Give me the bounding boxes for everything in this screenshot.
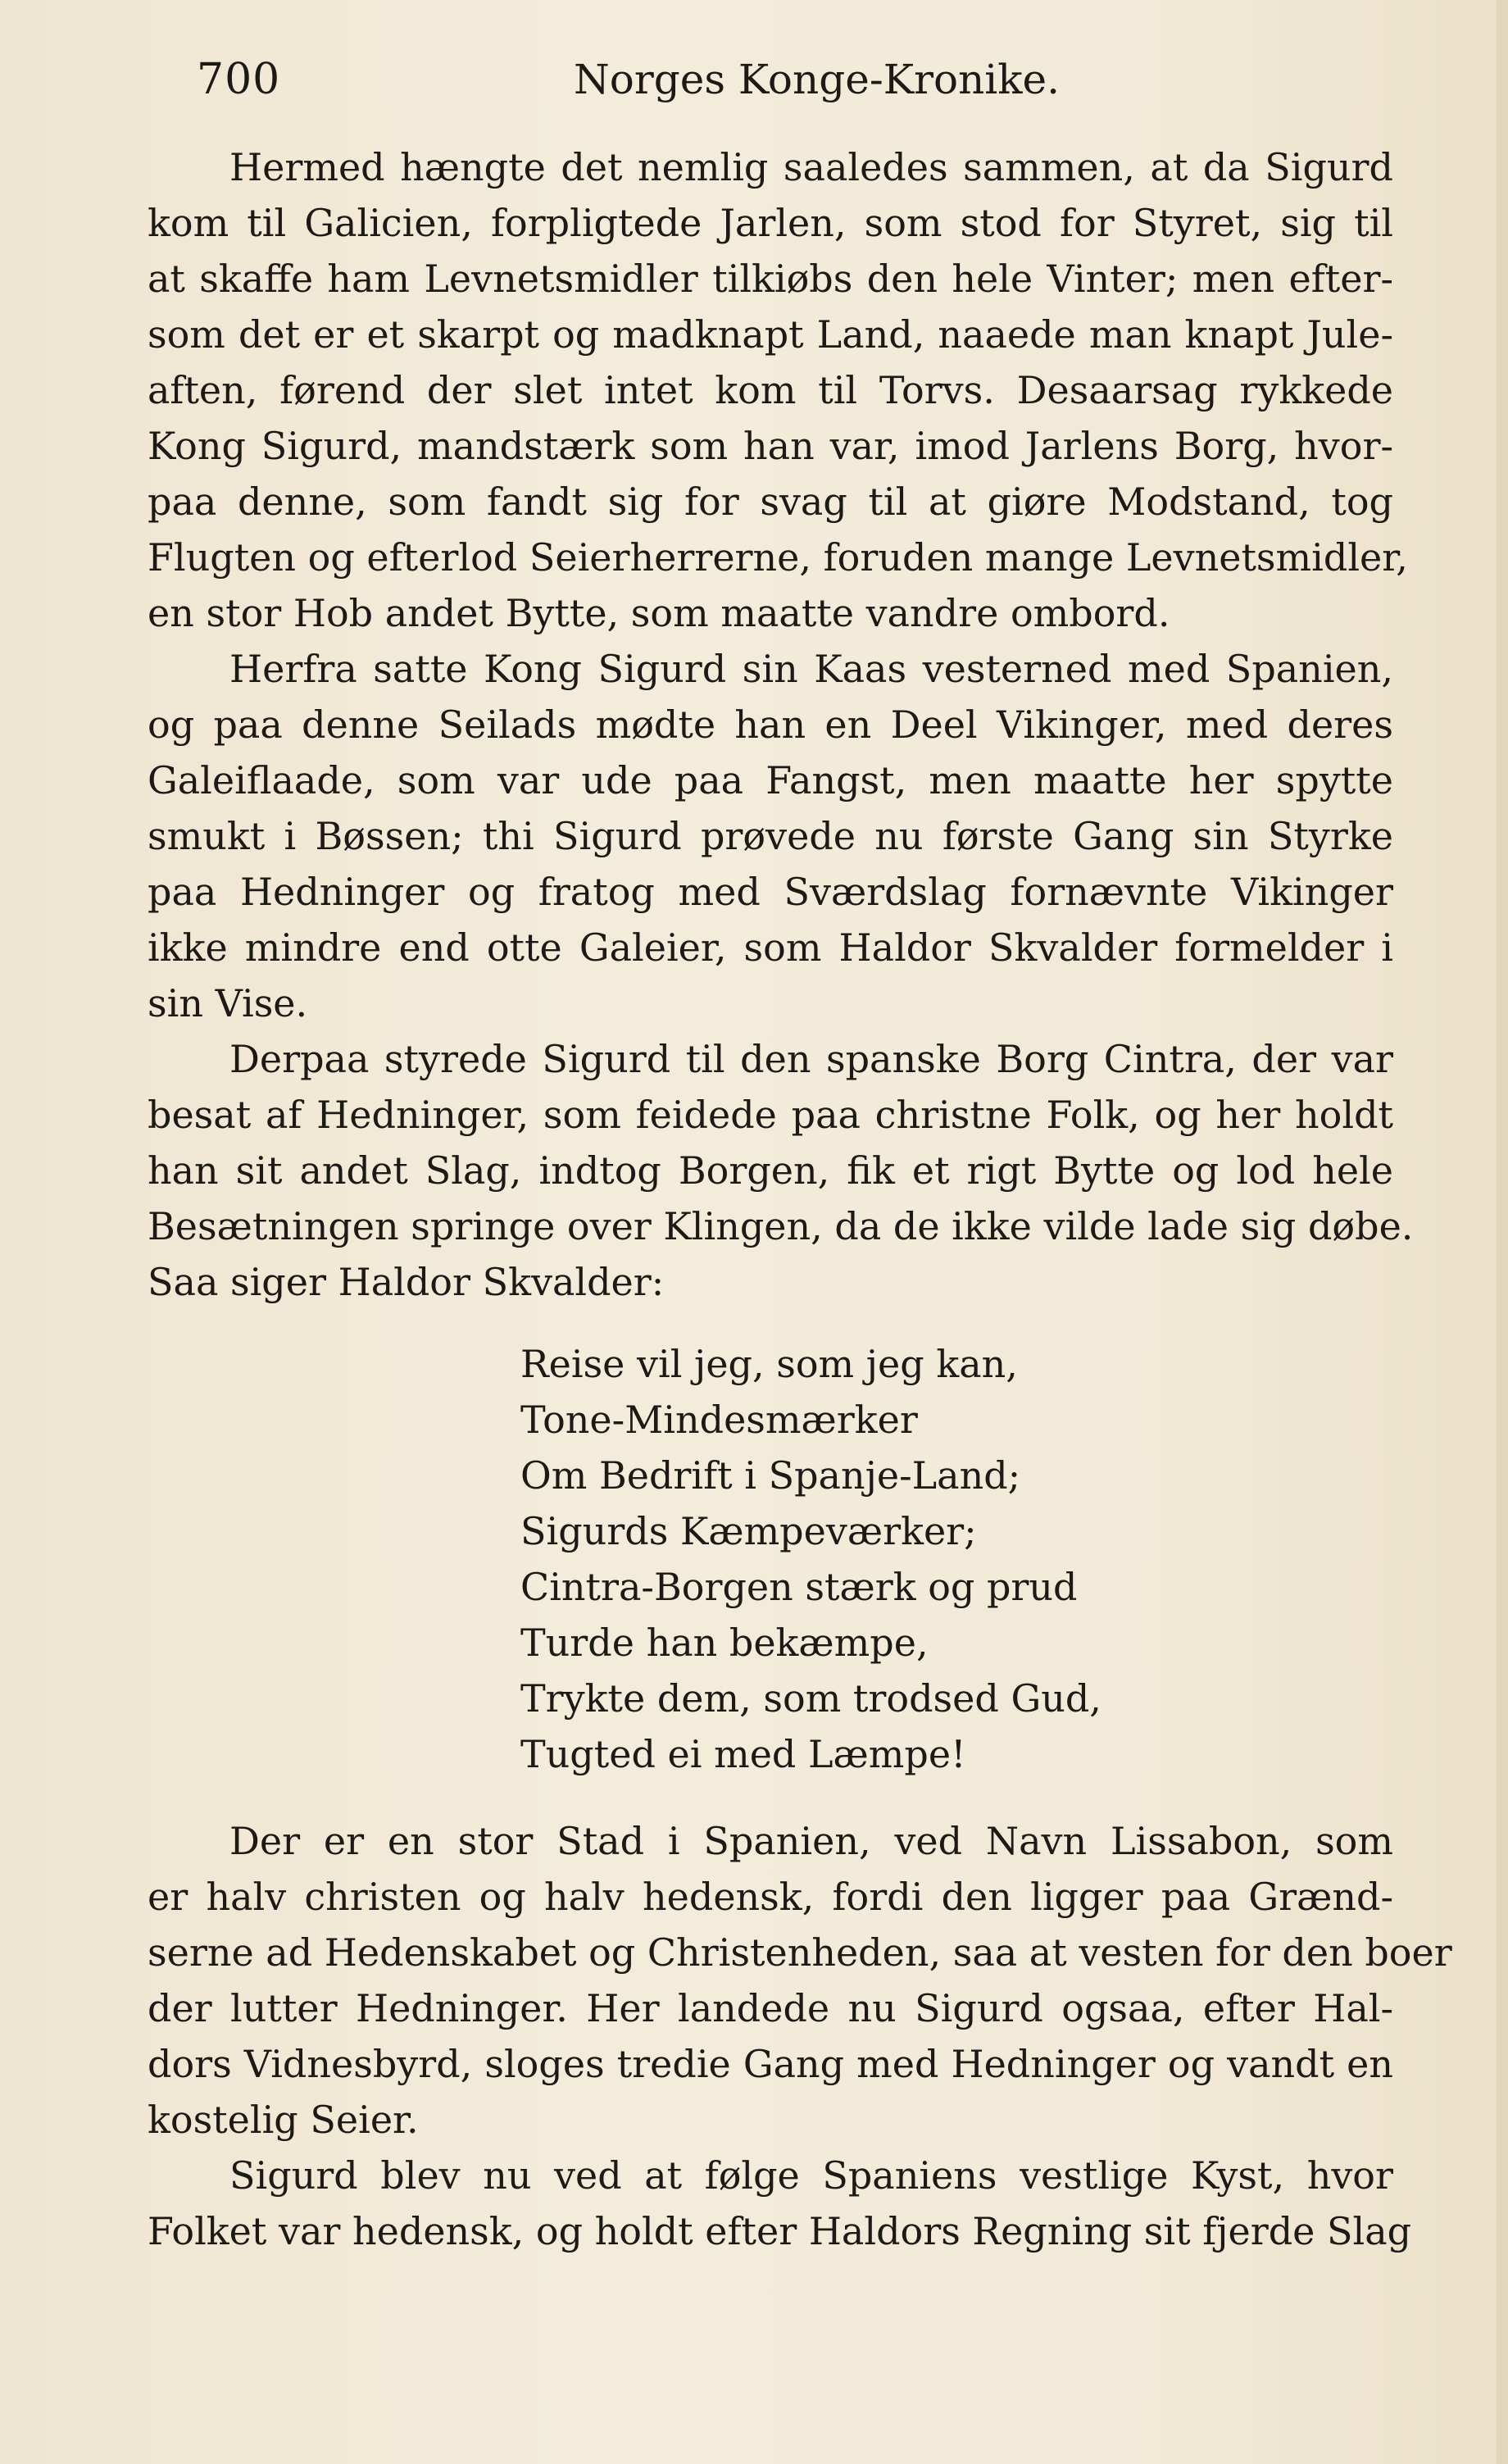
text-line: sin Vise. — [148, 981, 308, 1025]
page-edge — [1497, 0, 1508, 2464]
text-line: og paa denne Seilads mødte han en Deel Vikinger, med deres — [148, 702, 1393, 747]
verse-line: Om Bedrift i Spanje-Land; — [520, 1453, 1021, 1498]
text-line: at skaffe ham Levnetsmidler tilkiøbs den hele Vinter; men efter- — [148, 257, 1393, 301]
text-line: som det er et skarpt og madknapt Land, naaede man knapt Jule- — [148, 312, 1393, 357]
verse-line: Tugted ei med Læmpe! — [520, 1732, 966, 1776]
paragraph-3 — [148, 1031, 1414, 1310]
page-header — [148, 51, 1393, 108]
text-line: kom til Galicien, forpligtede Jarlen, som stod for Styret, sig til — [148, 201, 1393, 245]
text-line: han sit andet Slag, indtog Borgen, fik et rigt Bytte og lod hele — [148, 1148, 1393, 1193]
text-line: ikke mindre end otte Galeier, som Haldor Skvalder formelder i — [148, 925, 1393, 970]
body-text — [148, 139, 1452, 2259]
text-line: dors Vidnesbyrd, sloges tredie Gang med Hedninger og vandt en — [148, 2042, 1393, 2086]
text-line: serne ad Hedenskabet og Christenheden, saa at vesten for den boer — [148, 1930, 1452, 1975]
verse-stanza — [520, 1336, 1393, 1782]
text-line: paa Hedninger og fratog med Sværdslag fornævnte Vikinger — [148, 870, 1393, 914]
text-line: Derpaa styrede Sigurd til den spanske Borg Cintra, der var — [229, 1037, 1393, 1081]
text-line: Kong Sigurd, mandstærk som han var, imod Jarlens Borg, hvor- — [148, 424, 1393, 468]
text-line: en stor Hob andet Bytte, som maatte vandre ombord. — [148, 591, 1170, 635]
spacer — [148, 1782, 1393, 1813]
text-line: Sigurd blev nu ved at følge Spaniens vestlige Kyst, hvor — [229, 2153, 1393, 2198]
running-title: Norges Konge-Kronike. — [574, 56, 1061, 103]
text-line: Besætningen springe over Klingen, da de ikke vilde lade sig døbe. — [148, 1204, 1414, 1248]
verse-line: Trykte dem, som trodsed Gud, — [520, 1676, 1101, 1721]
verse-line: Reise vil jeg, som jeg kan, — [520, 1342, 1018, 1386]
text-line: Saa siger Haldor Skvalder: — [148, 1260, 665, 1304]
text-line: smukt i Bøssen; thi Sigurd prøvede nu første Gang sin Styrke — [148, 814, 1393, 858]
verse-line: Sigurds Kæmpeværker; — [520, 1509, 977, 1553]
paragraph-5 — [148, 2148, 1412, 2259]
verse-line: Turde han bekæmpe, — [520, 1621, 929, 1665]
text-line: paa denne, som fandt sig for svag til at giøre Modstand, tog — [148, 480, 1393, 524]
text-line: Der er en stor Stad i Spanien, ved Navn Lissabon, som — [229, 1819, 1393, 1863]
spacer — [148, 1310, 1393, 1336]
text-line: besat af Hedninger, som feidede paa christne Folk, og her holdt — [148, 1093, 1393, 1137]
text-line: er halv christen og halv hedensk, fordi den ligger paa Grænd- — [148, 1875, 1393, 1919]
page-number: 700 — [197, 55, 281, 104]
text-line: Flugten og efterlod Seierherrerne, foruden mange Levnetsmidler, — [148, 535, 1408, 580]
text-line: Herfra satte Kong Sigurd sin Kaas vesterned med Spanien, — [229, 647, 1393, 691]
text-line: Folket var hedensk, og holdt efter Haldors Regning sit fjerde Slag — [148, 2209, 1412, 2253]
text-line: Hermed hængte det nemlig saaledes sammen, at da Sigurd — [229, 145, 1393, 189]
text-line: kostelig Seier. — [148, 2098, 419, 2142]
text-line: Galeiflaade, som var ude paa Fangst, men maatte her spytte — [148, 758, 1393, 802]
paragraph-2 — [148, 641, 1393, 1031]
text-line: aften, førend der slet intet kom til Torvs. Desaarsag rykkede — [148, 368, 1393, 412]
verse-line: Cintra-Borgen stærk og prud — [520, 1565, 1078, 1609]
text-line: der lutter Hedninger. Her landede nu Sigurd ogsaa, efter Hal- — [148, 1986, 1393, 2030]
verse-line: Tone-Mindesmærker — [520, 1398, 918, 1442]
paragraph-1 — [148, 139, 1408, 641]
paragraph-4 — [148, 1813, 1452, 2148]
